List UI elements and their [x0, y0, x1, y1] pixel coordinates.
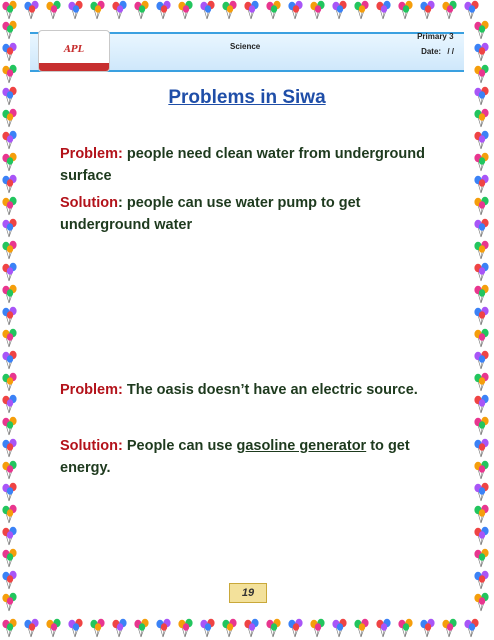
balloon-icon	[110, 0, 130, 20]
balloon-icon	[0, 504, 20, 524]
border-top	[0, 0, 494, 22]
border-left	[0, 20, 22, 620]
balloon-icon	[0, 328, 20, 348]
balloon-icon	[0, 592, 20, 612]
balloon-icon	[0, 108, 20, 128]
balloon-icon	[472, 130, 492, 150]
balloon-icon	[308, 618, 328, 638]
solution-2-text-after: to get energy.	[60, 438, 410, 476]
balloon-icon	[220, 618, 240, 638]
grade-label: Primary 3	[417, 32, 454, 41]
balloon-icon	[472, 548, 492, 568]
balloon-icon	[154, 0, 174, 20]
balloon-icon	[0, 306, 20, 326]
balloon-icon	[0, 416, 20, 436]
balloon-icon	[472, 438, 492, 458]
balloon-icon	[472, 394, 492, 414]
balloon-icon	[472, 372, 492, 392]
solution-2	[60, 435, 440, 479]
balloon-icon	[0, 482, 20, 502]
balloon-icon	[0, 570, 20, 590]
gasoline-generator-term: gasoline generator	[236, 438, 367, 454]
problem-1-text: people need clean water from underground surface	[60, 146, 425, 184]
balloon-icon	[0, 218, 20, 238]
balloon-icon	[472, 108, 492, 128]
balloon-icon	[330, 0, 350, 20]
subject-label: Science	[230, 42, 261, 51]
solution-2-text-before: People can use	[122, 438, 237, 454]
balloon-icon	[472, 526, 492, 546]
balloon-icon	[0, 174, 20, 194]
date-label: Date:	[421, 47, 442, 56]
balloon-icon	[0, 262, 20, 282]
balloon-icon	[0, 526, 20, 546]
balloon-icon	[472, 416, 492, 436]
balloon-icon	[352, 618, 372, 638]
balloon-icon	[352, 0, 372, 20]
balloon-icon	[0, 240, 20, 260]
problem-2-text: The oasis doesn’t have an electric source.	[122, 382, 418, 398]
balloon-icon	[0, 394, 20, 414]
balloon-icon	[472, 174, 492, 194]
balloon-icon	[472, 482, 492, 502]
balloon-icon	[22, 0, 42, 20]
balloon-icon	[472, 20, 492, 40]
balloon-icon	[472, 218, 492, 238]
balloon-icon	[44, 618, 64, 638]
balloon-icon	[472, 460, 492, 480]
balloon-icon	[440, 618, 460, 638]
balloon-icon	[264, 618, 284, 638]
balloon-icon	[286, 0, 306, 20]
balloon-icon	[330, 618, 350, 638]
balloon-icon	[88, 0, 108, 20]
balloon-icon	[0, 64, 20, 84]
balloon-icon	[22, 618, 42, 638]
balloon-icon	[472, 262, 492, 282]
balloon-icon	[472, 592, 492, 612]
balloon-icon	[418, 618, 438, 638]
balloon-icon	[462, 618, 482, 638]
balloon-icon	[374, 618, 394, 638]
balloon-icon	[472, 240, 492, 260]
page-header	[30, 28, 464, 72]
border-right	[472, 20, 494, 620]
balloon-icon	[176, 618, 196, 638]
balloon-icon	[0, 42, 20, 62]
balloon-icon	[0, 0, 20, 20]
header-info	[417, 32, 454, 62]
solution-1-label: Solution	[60, 195, 118, 211]
date-slashes: / /	[447, 47, 454, 56]
border-bottom	[0, 618, 494, 640]
balloon-icon	[472, 328, 492, 348]
balloon-icon	[220, 0, 240, 20]
balloon-icon	[0, 20, 20, 40]
balloon-icon	[66, 0, 86, 20]
balloon-icon	[176, 0, 196, 20]
balloon-icon	[154, 618, 174, 638]
balloon-icon	[0, 618, 20, 638]
balloon-icon	[462, 0, 482, 20]
balloon-icon	[242, 618, 262, 638]
balloon-icon	[472, 152, 492, 172]
balloon-icon	[0, 130, 20, 150]
balloon-icon	[472, 350, 492, 370]
problem-1	[60, 143, 440, 187]
balloon-icon	[264, 0, 284, 20]
solution-2-label: Solution:	[60, 438, 123, 454]
balloon-icon	[132, 0, 152, 20]
date-line	[417, 47, 454, 56]
balloon-icon	[110, 618, 130, 638]
balloon-icon	[418, 0, 438, 20]
balloon-icon	[0, 350, 20, 370]
balloon-icon	[472, 284, 492, 304]
logo-band	[39, 63, 109, 71]
balloon-icon	[0, 196, 20, 216]
problem-1-label: Problem:	[60, 146, 123, 162]
problem-2-label: Problem:	[60, 382, 123, 398]
balloon-icon	[0, 460, 20, 480]
balloon-icon	[308, 0, 328, 20]
page-title: Problems in Siwa	[168, 87, 326, 108]
balloon-icon	[242, 0, 262, 20]
balloon-icon	[396, 618, 416, 638]
balloon-icon	[198, 618, 218, 638]
balloon-icon	[0, 548, 20, 568]
logo-text: APL	[63, 45, 85, 55]
balloon-icon	[472, 42, 492, 62]
balloon-icon	[472, 570, 492, 590]
balloon-icon	[132, 618, 152, 638]
balloon-icon	[286, 618, 306, 638]
balloon-icon	[472, 64, 492, 84]
balloon-icon	[440, 0, 460, 20]
balloon-icon	[198, 0, 218, 20]
problem-2	[60, 379, 440, 401]
balloon-icon	[472, 504, 492, 524]
page-number: 19	[229, 583, 267, 603]
balloon-icon	[0, 438, 20, 458]
solution-1	[60, 192, 440, 236]
balloon-icon	[472, 196, 492, 216]
balloon-icon	[374, 0, 394, 20]
solution-1-text: : people can use water pump to get underground water	[60, 195, 361, 233]
balloon-icon	[0, 152, 20, 172]
balloon-icon	[396, 0, 416, 20]
balloon-icon	[0, 284, 20, 304]
balloon-icon	[0, 372, 20, 392]
balloon-icon	[66, 618, 86, 638]
balloon-icon	[44, 0, 64, 20]
balloon-icon	[472, 306, 492, 326]
school-logo	[38, 30, 110, 72]
balloon-icon	[88, 618, 108, 638]
